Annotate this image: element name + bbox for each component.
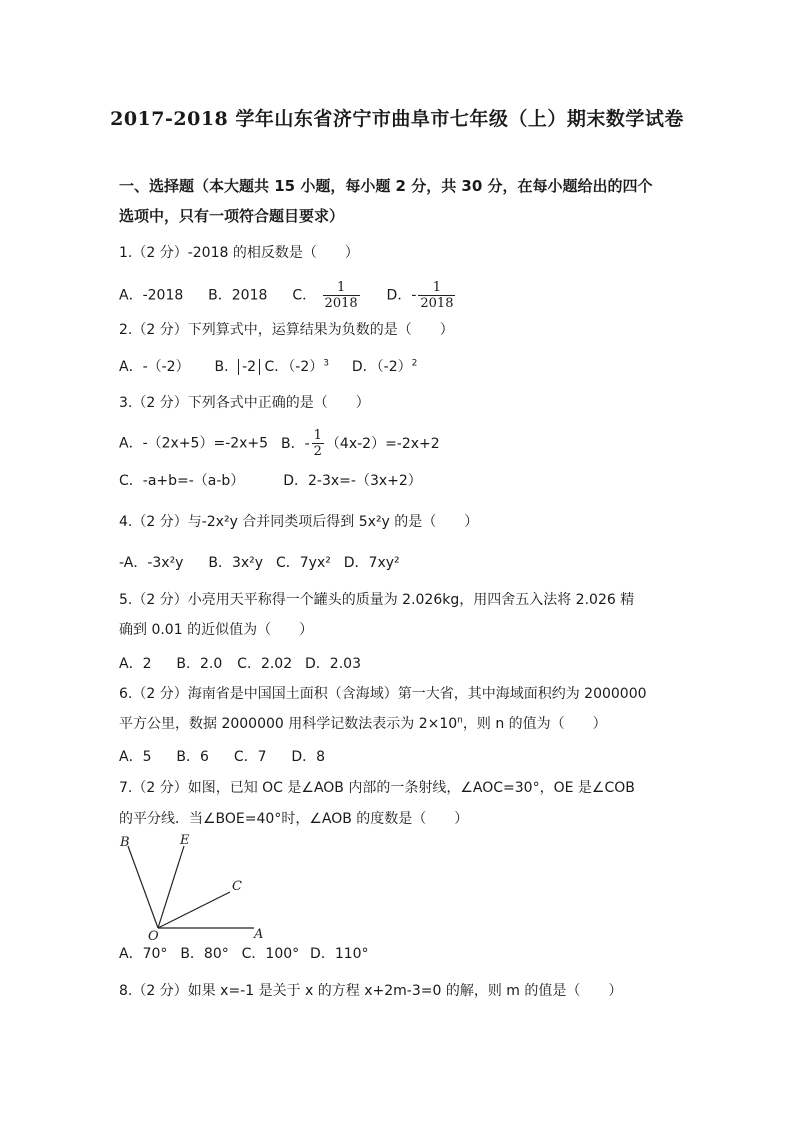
- option-c: C．$(-2)^3$: [264, 358, 329, 375]
- option-d: D．8: [291, 749, 326, 765]
- question-2-stem: 2.（2 分）下列算式中，运算结果为负数的是（ ）: [119, 322, 454, 338]
- option-b: B．2018: [208, 287, 268, 304]
- question-4-stem: 4.（2 分）与-2x²y 合并同类项后得到 5x²y 的是（ ）: [119, 514, 479, 530]
- question-6-stem-line-2: 平方公里，数据 2000000 用科学记数法表示为 $2\times 10^n$，则 n 的值为（ ）: [119, 715, 607, 732]
- option-b: B．2.0: [176, 656, 223, 672]
- question-3-stem: 3.（2 分）下列各式中正确的是（ ）: [119, 395, 370, 411]
- option-a: A．-（-2）: [119, 359, 190, 375]
- absolute-value: -2: [238, 359, 260, 375]
- option-c: C．7: [233, 749, 267, 765]
- question-3-options-row-1: [119, 428, 440, 459]
- question-7-stem-line-2: 的平分线．当∠BOE=40°时，∠AOB 的度数是（ ）: [119, 811, 469, 827]
- section-heading-line-2: 选项中，只有一项符合题目要求）: [119, 207, 345, 225]
- question-5-stem-line-2: 确到 0.01 的近似值为（ ）: [119, 622, 314, 638]
- option-b: B．80°: [180, 946, 229, 962]
- option-d: D．-: [386, 287, 417, 304]
- label-b: B: [120, 835, 130, 850]
- question-7-stem-line-1: 7.（2 分）如图，已知 OC 是∠AOB 内部的一条射线，∠AOC=30°，OE 是∠COB: [119, 780, 635, 796]
- question-7-options: [119, 944, 369, 964]
- option-a: A．-（2x+5）=-2x+5: [119, 435, 269, 452]
- question-5-options: [119, 654, 361, 674]
- option-c: C．100°: [241, 946, 300, 962]
- label-o: O: [148, 929, 159, 942]
- option-b: B．6: [176, 749, 209, 765]
- fraction: $\frac{1}{2018}$: [420, 280, 454, 311]
- question-6-options: [119, 747, 325, 767]
- option-a: A．-2018: [119, 287, 184, 304]
- label-c: C: [232, 879, 242, 894]
- section-heading-line-1: 一、选择题（本大题共 15 小题，每小题 2 分，共 30 分，在每小题给出的四个: [119, 177, 653, 195]
- option-a: A．2: [119, 656, 152, 672]
- option-b: B．- $\frac{1}{2}$ （4x-2）=-2x+2: [280, 428, 440, 459]
- option-a: A．70°: [119, 946, 168, 962]
- option-d: D．$(-2)^2$: [351, 358, 418, 375]
- option-d: D．7xy²: [343, 555, 400, 571]
- angle-figure: [118, 832, 268, 942]
- option-c: C．2.02: [237, 656, 293, 672]
- option-d: D．2.03: [305, 656, 361, 672]
- option-a: -A．-3x²y: [119, 555, 184, 571]
- option-c: C．: [292, 287, 317, 304]
- option-b: B．3x²y: [208, 555, 264, 571]
- question-1-options: [119, 280, 457, 311]
- ray-oe: [158, 846, 184, 928]
- question-8-stem: 8.（2 分）如果 x=-1 是关于 x 的方程 x+2m-3=0 的解，则 m 的值是（ ）: [119, 983, 623, 999]
- question-6-stem-line-1: 6.（2 分）海南省是中国国土面积（含海域）第一大省，其中海域面积约为 2000000: [119, 686, 647, 702]
- option-d: D．2-3x=-（3x+2）: [283, 473, 422, 489]
- question-3-options-row-2: [119, 471, 422, 491]
- option-a: A．5: [119, 749, 152, 765]
- question-4-options: [119, 553, 400, 573]
- fraction: $\frac{1}{2018}$: [324, 280, 358, 311]
- ray-ob: [128, 846, 158, 928]
- ray-oc: [158, 892, 230, 928]
- option-d: D．110°: [310, 946, 369, 962]
- question-1-stem: 1.（2 分）-2018 的相反数是（ ）: [119, 245, 359, 261]
- label-a: A: [254, 927, 264, 942]
- fraction: $\frac{1}{2}$: [313, 428, 322, 459]
- option-c: C．7yx²: [275, 555, 331, 571]
- exam-title: 2017-2018 学年山东省济宁市曲阜市七年级（上）期末数学试卷: [110, 108, 684, 130]
- option-b: B．: [214, 359, 239, 375]
- question-5-stem-line-1: 5.（2 分）小亮用天平称得一个罐头的质量为 2.026kg，用四舍五入法将 2.026 精: [119, 592, 635, 608]
- label-e: E: [180, 833, 190, 848]
- option-c: C．-a+b=-（a-b）: [119, 473, 245, 489]
- question-2-options: [119, 357, 417, 377]
